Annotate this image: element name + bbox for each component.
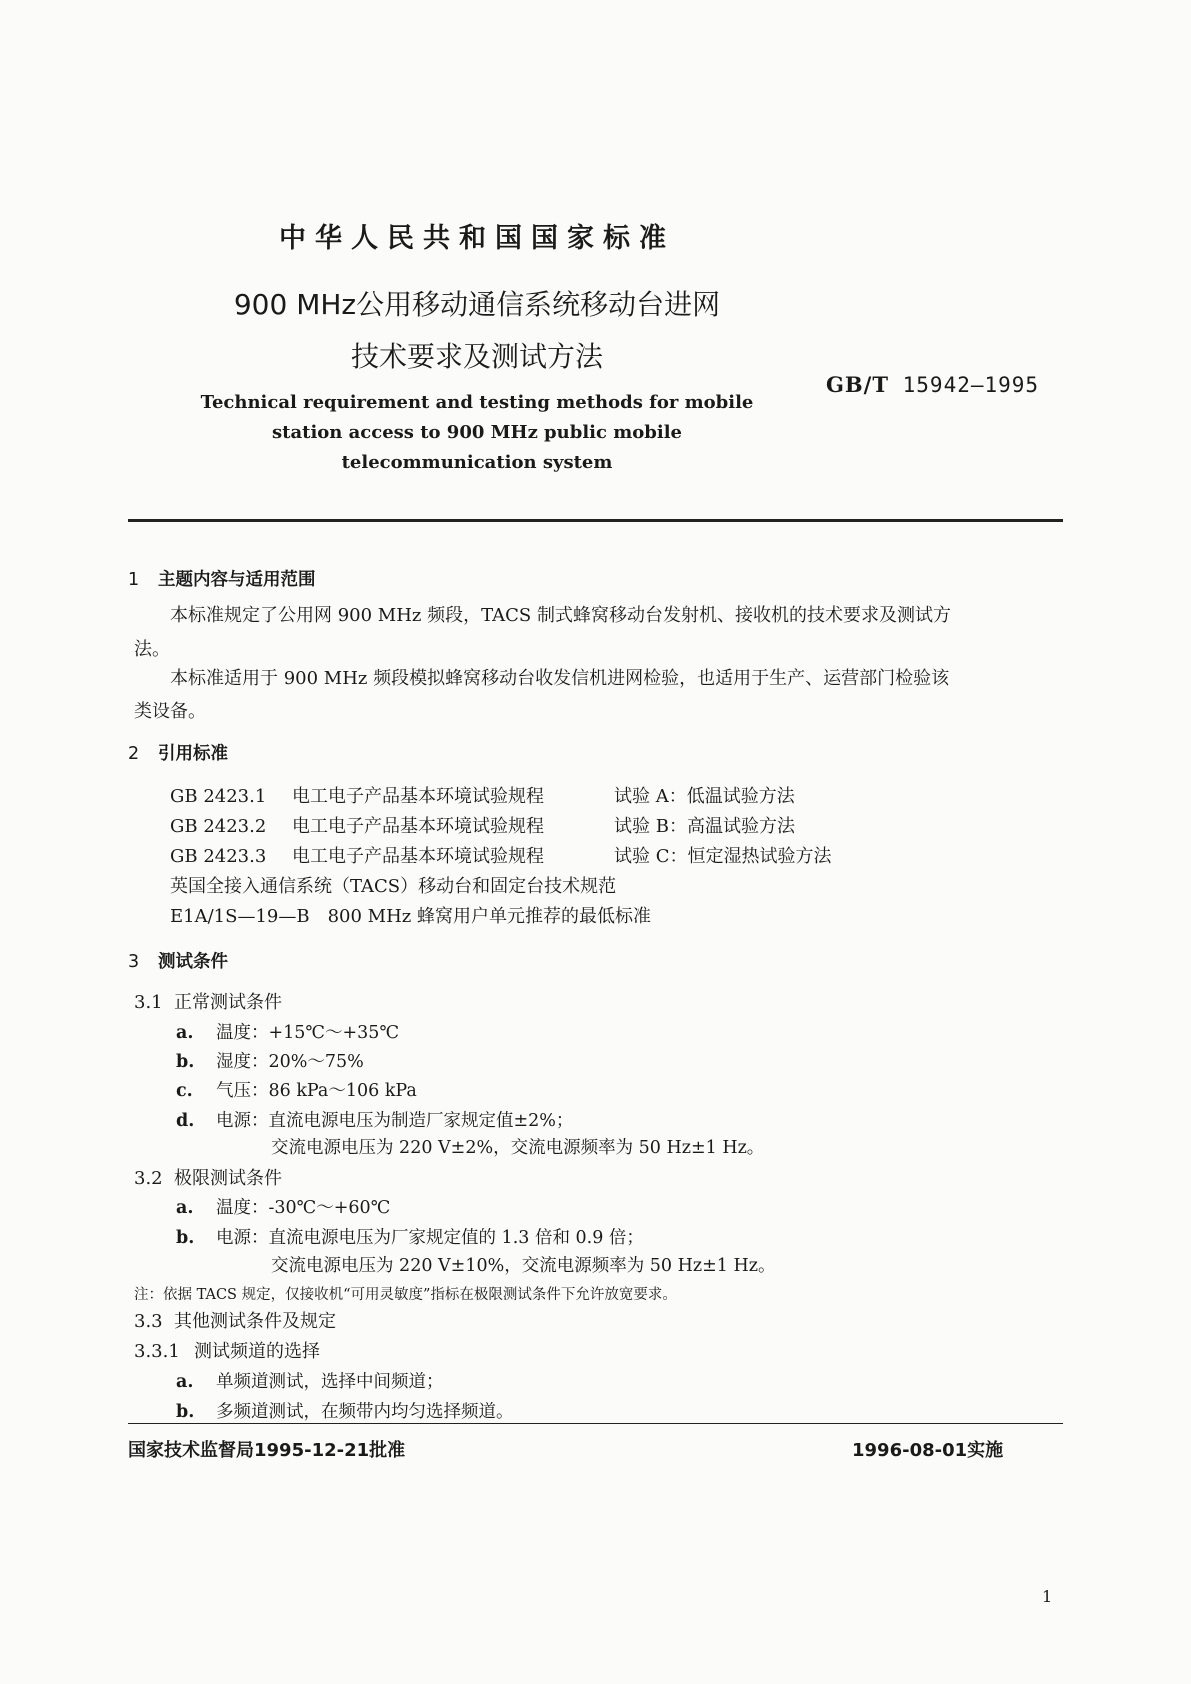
list-item [176, 1077, 417, 1102]
list-text: 电源：直流电源电压为厂家规定值的 1.3 倍和 0.9 倍； [216, 1228, 644, 1248]
reference-name: 电工电子产品基本环境试验规程 [292, 816, 544, 837]
list-label: c. [176, 1081, 193, 1101]
list-item [176, 1107, 573, 1132]
section-title: 测试条件 [158, 952, 228, 972]
list-label: b. [176, 1052, 195, 1072]
reference-item [170, 782, 795, 808]
reference-item-eia: E1A/1S—19—B 800 MHz 蜂窝用户单元推荐的最低标准 [170, 906, 651, 927]
reference-name: 电工电子产品基本环境试验规程 [292, 846, 544, 867]
english-title-line3: telecommunication system [341, 452, 613, 473]
section-1-para1-line1: 本标准规定了公用网 900 MHz 频段，TACS 制式蜂窝移动台发射机、接收机的技术要求及测试方 [170, 605, 951, 626]
list-label: a. [176, 1372, 194, 1392]
reference-name: 电工电子产品基本环境试验规程 [292, 786, 544, 807]
national-standard-heading: 中华人民共和国国家标准 [279, 223, 675, 254]
list-item-continuation: 交流电源电压为 220 V±2%，交流电源频率为 50 Hz±1 Hz。 [271, 1138, 765, 1158]
list-label: b. [176, 1402, 195, 1422]
reference-code: GB 2423.3 [170, 846, 267, 867]
subsection-number: 3.3 [134, 1311, 163, 1332]
section-1-para2-line2: 类设备。 [134, 701, 206, 722]
subsection-title: 极限测试条件 [174, 1168, 282, 1189]
subsection-title: 其他测试条件及规定 [174, 1311, 336, 1332]
english-title-line2: station access to 900 MHz public mobile [272, 422, 682, 443]
section-number: 3 [128, 952, 140, 972]
list-text: 单频道测试，选择中间频道； [216, 1372, 444, 1392]
list-text: 气压：86 kPa～106 kPa [216, 1081, 417, 1101]
subsection-number: 3.2 [134, 1168, 163, 1189]
list-text: 湿度：20%～75% [216, 1052, 364, 1072]
list-text: 温度：-30℃～+60℃ [216, 1198, 391, 1218]
reference-code: GB 2423.1 [170, 786, 267, 807]
approval-date: 国家技术监督局1995-12-21批准 [128, 1440, 406, 1461]
reference-test: 试验 C：恒定湿热试验方法 [614, 846, 832, 867]
section-title: 主题内容与适用范围 [158, 570, 316, 590]
reference-item [170, 842, 832, 868]
list-text: 电源：直流电源电压为制造厂家规定值±2%； [216, 1111, 574, 1131]
list-text: 温度：+15℃～+35℃ [216, 1023, 400, 1043]
standard-code: 15942—1995 [902, 373, 1040, 397]
standard-prefix: GB/T [826, 372, 889, 397]
section-number: 1 [128, 570, 140, 590]
header-divider [128, 519, 1063, 522]
section-1-heading [128, 566, 316, 591]
list-label: a. [176, 1023, 194, 1043]
list-item [176, 1224, 644, 1249]
implementation-date: 1996-08-01实施 [852, 1440, 1004, 1461]
list-item [176, 1048, 364, 1073]
subsection-3-3-heading [134, 1307, 336, 1333]
section-title: 引用标准 [158, 744, 228, 764]
reference-code: GB 2423.2 [170, 816, 267, 837]
subsection-number: 3.3.1 [134, 1341, 180, 1362]
section-1-para1-line2: 法。 [134, 639, 170, 660]
footer-divider [128, 1423, 1063, 1424]
section-1-para2-line1: 本标准适用于 900 MHz 频段模拟蜂窝移动台收发信机进网检验，也适用于生产、运营部门检验该 [170, 668, 950, 689]
subsection-3-1-heading [134, 988, 282, 1014]
subsection-number: 3.1 [134, 992, 163, 1013]
subsection-title: 测试频道的选择 [194, 1341, 320, 1362]
note-text: 注：依据 TACS 规定，仅接收机“可用灵敏度”指标在极限测试条件下允许放宽要求。 [134, 1287, 677, 1303]
list-text: 多频道测试，在频带内均匀选择频道。 [216, 1402, 514, 1422]
subsection-title: 正常测试条件 [174, 992, 282, 1013]
section-number: 2 [128, 744, 140, 764]
section-2-heading [128, 740, 228, 765]
page-number: 1 [1042, 1587, 1053, 1606]
list-item [176, 1019, 399, 1044]
list-label: b. [176, 1228, 195, 1248]
document-title-line1: 900 MHz公用移动通信系统移动台进网 [233, 288, 721, 321]
subsection-3-3-1-heading [134, 1337, 320, 1363]
list-item [176, 1368, 444, 1393]
list-label: a. [176, 1198, 194, 1218]
reference-item [170, 812, 795, 838]
list-item [176, 1398, 514, 1423]
list-item [176, 1194, 390, 1219]
reference-item-tacs: 英国全接入通信系统（TACS）移动台和固定台技术规范 [170, 876, 617, 897]
list-item-continuation: 交流电源电压为 220 V±10%，交流电源频率为 50 Hz±1 Hz。 [271, 1256, 776, 1276]
subsection-3-2-heading [134, 1164, 282, 1190]
list-label: d. [176, 1111, 195, 1131]
reference-test: 试验 A：低温试验方法 [614, 786, 795, 807]
english-title-line1: Technical requirement and testing methods for mobile [200, 392, 754, 413]
reference-test: 试验 B：高温试验方法 [614, 816, 795, 837]
section-3-heading [128, 948, 228, 973]
document-title-line2: 技术要求及测试方法 [350, 340, 603, 373]
